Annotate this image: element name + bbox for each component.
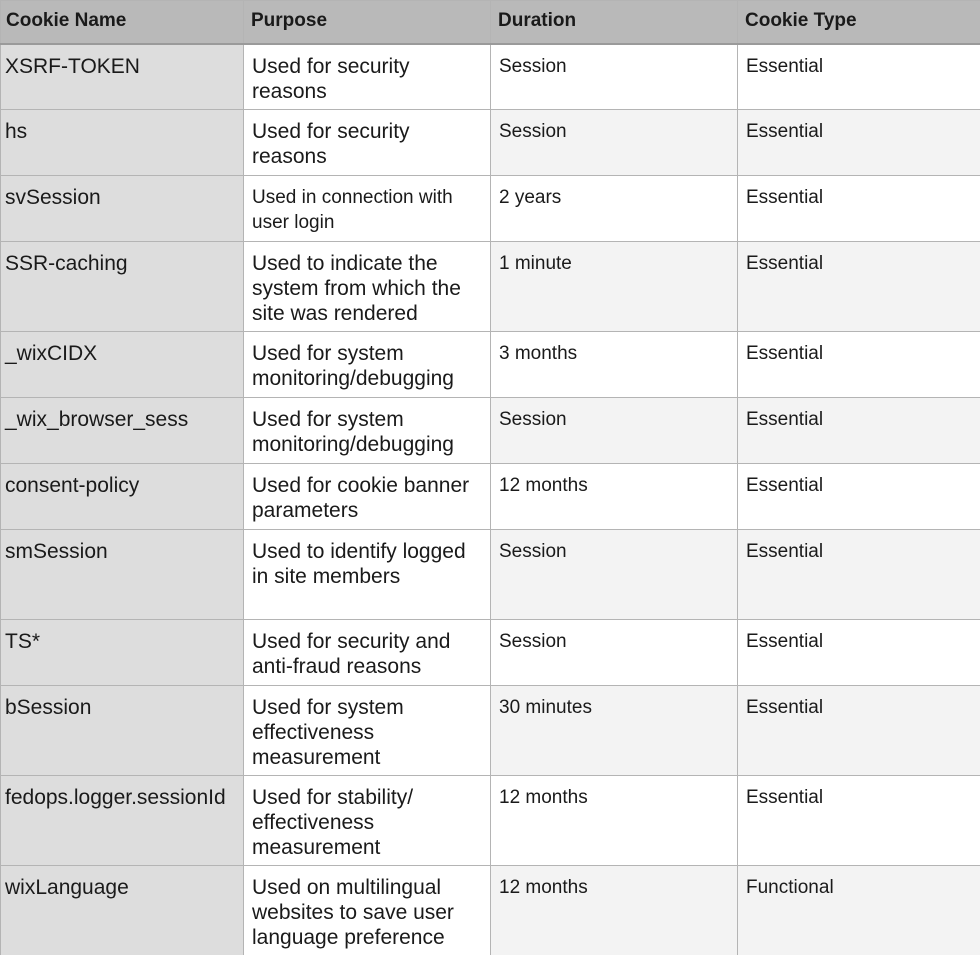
cookie-name: smSession [1, 530, 244, 620]
table-row [1, 866, 980, 955]
cookie-duration: Session [491, 530, 738, 620]
cookie-name: fedops.logger.sessionId [1, 776, 244, 866]
cookie-type: Essential [738, 620, 980, 686]
cookie-purpose: Used for security and anti-fraud reasons [244, 620, 491, 686]
header-purpose: Purpose [244, 1, 491, 44]
cookie-duration: 2 years [491, 176, 738, 242]
cookie-duration: Session [491, 110, 738, 176]
cookie-type: Essential [738, 332, 980, 398]
header-duration: Duration [491, 1, 738, 44]
cookie-type: Essential [738, 398, 980, 464]
cookie-duration: Session [491, 398, 738, 464]
header-cookie-name: Cookie Name [1, 1, 244, 44]
cookie-purpose: Used to indicate the system from which the site was rendered [244, 242, 491, 332]
cookie-type: Functional [738, 866, 980, 955]
table-row [1, 110, 980, 176]
table-row [1, 620, 980, 686]
cookie-type: Essential [738, 110, 980, 176]
cookie-name: TS* [1, 620, 244, 686]
cookie-name: consent-policy [1, 464, 244, 530]
cookie-purpose: Used in connection with user login [244, 176, 491, 242]
cookie-type: Essential [738, 530, 980, 620]
table-row [1, 176, 980, 242]
cookie-purpose: Used for stability/ effectiveness measurement [244, 776, 491, 866]
cookie-type: Essential [738, 242, 980, 332]
cookie-duration: 30 minutes [491, 686, 738, 776]
cookie-name: wixLanguage [1, 866, 244, 955]
cookie-purpose: Used for security reasons [244, 110, 491, 176]
cookie-purpose: Used for system monitoring/debugging [244, 332, 491, 398]
cookie-name: _wixCIDX [1, 332, 244, 398]
table-row [1, 530, 980, 620]
table-row [1, 44, 980, 110]
cookie-purpose: Used on multilingual websites to save user language preference [244, 866, 491, 955]
cookie-duration: 12 months [491, 866, 738, 955]
cookie-purpose: Used for system monitoring/debugging [244, 398, 491, 464]
cookie-duration: 3 months [491, 332, 738, 398]
cookie-name: hs [1, 110, 244, 176]
cookie-duration: 1 minute [491, 242, 738, 332]
table-header-row [1, 1, 980, 44]
cookie-duration: Session [491, 44, 738, 110]
table-row [1, 398, 980, 464]
cookie-type: Essential [738, 176, 980, 242]
cookie-purpose: Used for security reasons [244, 44, 491, 110]
cookie-purpose: Used to identify logged in site members [244, 530, 491, 620]
cookie-name: bSession [1, 686, 244, 776]
cookie-name: _wix_browser_sess [1, 398, 244, 464]
cookie-duration: 12 months [491, 776, 738, 866]
table-row [1, 686, 980, 776]
cookie-type: Essential [738, 464, 980, 530]
cookie-type: Essential [738, 776, 980, 866]
cookie-name: svSession [1, 176, 244, 242]
cookie-name: SSR-caching [1, 242, 244, 332]
cookie-type: Essential [738, 44, 980, 110]
table-row [1, 332, 980, 398]
table-row [1, 464, 980, 530]
cookie-purpose: Used for system effectiveness measurement [244, 686, 491, 776]
cookie-type: Essential [738, 686, 980, 776]
cookie-purpose: Used for cookie banner parameters [244, 464, 491, 530]
cookie-duration: 12 months [491, 464, 738, 530]
cookie-name: XSRF-TOKEN [1, 44, 244, 110]
header-cookie-type: Cookie Type [738, 1, 980, 44]
cookie-duration: Session [491, 620, 738, 686]
table-row [1, 776, 980, 866]
table-row [1, 242, 980, 332]
